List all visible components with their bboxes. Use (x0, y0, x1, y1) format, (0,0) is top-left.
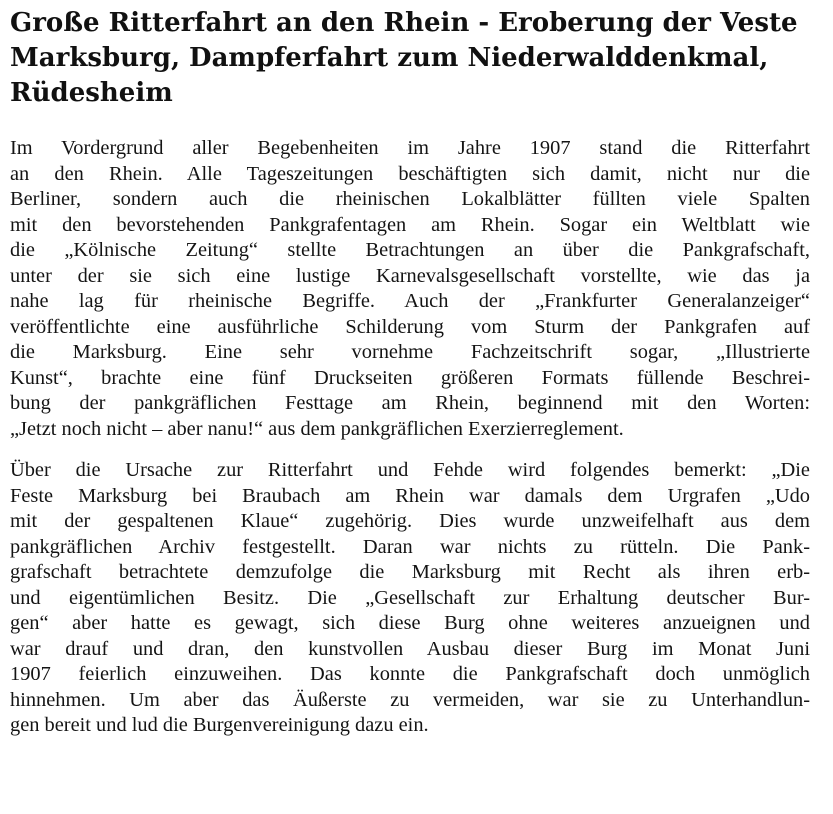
text-line: „Jetzt noch nicht – aber nanu!“ aus dem pankgräflichen Exerzierreglement. (10, 417, 624, 440)
text-line: war drauf und dran, den kunstvollen Ausbau dieser Burg im Monat Juni (10, 637, 810, 660)
text-line: Feste Marksburg bei Braubach am Rhein war damals dem Urgrafen „Udo (10, 484, 810, 507)
text-line: gen“ aber hatte es gewagt, sich diese Burg ohne weiteres anzueignen und (10, 612, 810, 634)
text-line: die „Kölnische Zeitung“ stellte Betrachtungen an über die Pankgrafschaft, (10, 239, 810, 261)
text-line: Im Vordergrund aller Begebenheiten im Jahre 1907 stand die Ritterfahrt (10, 137, 810, 159)
text-line: und eigentümlichen Besitz. Die „Gesellschaft zur Erhaltung deutscher Bur- (10, 586, 810, 609)
text-line: Kunst“, brachte eine fünf Druckseiten größeren Formats füllende Beschrei- (10, 366, 810, 389)
text-line: die Marksburg. Eine sehr vornehme Fachzeitschrift sogar, „Illustrierte (10, 341, 810, 363)
text-line: unter der sie sich eine lustige Karnevalsgesellschaft vorstellte, wie das ja (10, 264, 810, 287)
text-line: 1907 feierlich einzuweihen. Das konnte die Pankgrafschaft doch unmöglich (10, 663, 810, 685)
text-line: bung der pankgräflichen Festtage am Rhein, beginnend mit den Worten: (10, 392, 810, 414)
title-line: Marksburg, Dampferfahrt zum Niederwalddenkmal, (10, 43, 769, 73)
text-line: Berliner, sondern auch die rheinischen Lokalblätter füllten viele Spalten (10, 188, 810, 210)
text-line: mit den bevorstehenden Pankgrafentagen am Rhein. Sogar ein Weltblatt wie (10, 213, 810, 236)
text-line: veröffentlichte eine ausführliche Schilderung vom Sturm der Pankgrafen auf (10, 315, 810, 338)
text-line: Über die Ursache zur Ritterfahrt und Fehde wird folgendes bemerkt: „Die (10, 459, 810, 481)
text-line: pankgräflichen Archiv festgestellt. Daran war nichts zu rütteln. Die Pank- (10, 535, 810, 558)
title-line: Rüdesheim (10, 78, 173, 108)
text-line: gen bereit und lud die Burgenvereinigung dazu ein. (10, 714, 429, 736)
title-line: Große Ritterfahrt an den Rhein - Eroberung der Veste (10, 8, 798, 38)
text-line: hinnehmen. Um aber das Äußerste zu vermeiden, war sie zu Unterhandlun- (10, 688, 810, 711)
paragraph-ritterfahrt-cause (10, 458, 820, 739)
text-line: mit der gespaltenen Klaue“ zugehörig. Dies wurde unzweifelhaft aus dem (10, 510, 810, 532)
text-line: an den Rhein. Alle Tageszeitungen beschäftigten sich damit, nicht nur die (10, 162, 810, 185)
page-title (10, 6, 820, 111)
text-line: nahe lag für rheinische Begriffe. Auch der „Frankfurter Generalanzeiger“ (10, 290, 810, 312)
document-page (10, 0, 820, 739)
text-line: grafschaft betrachtete demzufolge die Marksburg mit Recht als ihren erb- (10, 561, 810, 583)
paragraph-ritterfahrt-press (10, 136, 820, 442)
